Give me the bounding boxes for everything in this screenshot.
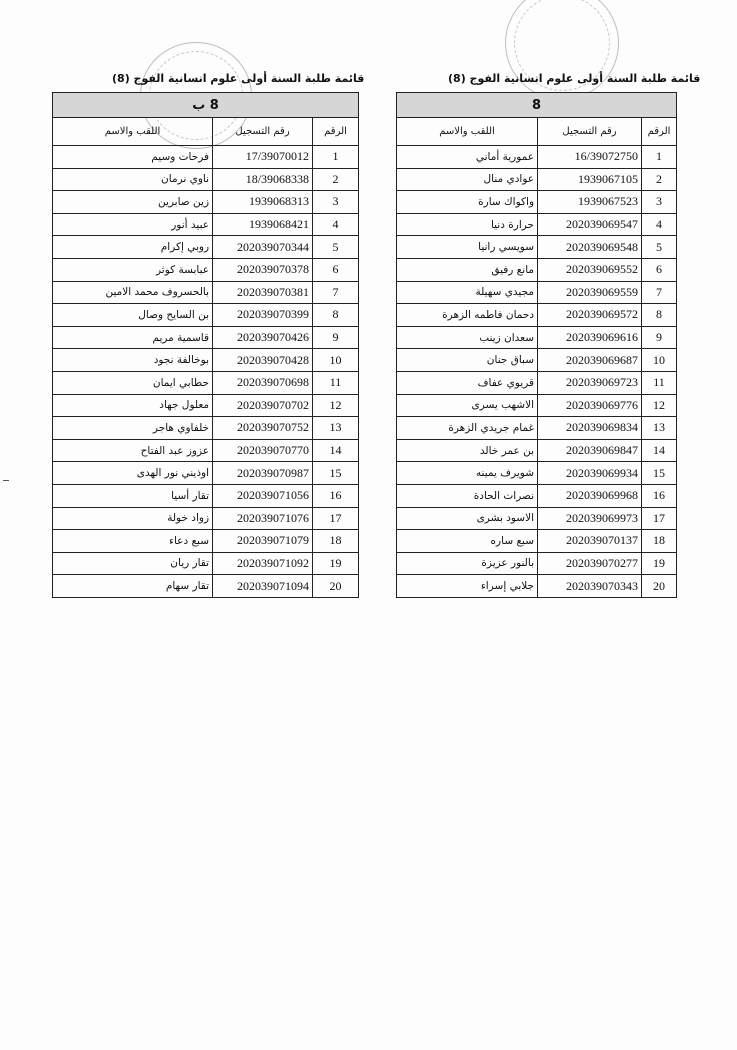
student-name: بالنور عزيزة	[397, 552, 538, 575]
registration-number: 16/39072750	[538, 146, 642, 169]
group-header-row	[53, 93, 359, 118]
column-header-row	[397, 118, 677, 146]
student-number: 11	[642, 371, 677, 394]
column-header-name: اللقب والاسم	[397, 118, 538, 146]
registration-number: 18/39068338	[213, 168, 313, 191]
group-label: 8	[397, 93, 677, 118]
student-number: 10	[313, 349, 359, 372]
student-row	[53, 326, 359, 349]
student-name: سعدان زينب	[397, 326, 538, 349]
student-name: شويرف يمينه	[397, 462, 538, 485]
student-number: 15	[313, 462, 359, 485]
registration-number: 202039070344	[213, 236, 313, 259]
student-name: الاشهب يسرى	[397, 394, 538, 417]
registration-number: 202039071092	[213, 552, 313, 575]
student-name: حرارة دنيا	[397, 213, 538, 236]
margin-mark	[3, 480, 9, 481]
student-number: 4	[642, 213, 677, 236]
student-name: عبابسة كوثر	[53, 258, 213, 281]
student-number: 10	[642, 349, 677, 372]
student-number: 16	[642, 484, 677, 507]
student-number: 14	[642, 439, 677, 462]
student-row	[53, 462, 359, 485]
student-number: 17	[313, 507, 359, 530]
registration-number: 202039069616	[538, 326, 642, 349]
registration-number: 202039071094	[213, 575, 313, 598]
registration-number: 1939068313	[213, 191, 313, 214]
registration-number: 202039069723	[538, 371, 642, 394]
student-name: غمام جريدي الزهرة	[397, 417, 538, 440]
student-row	[53, 439, 359, 462]
student-number: 8	[642, 304, 677, 327]
registration-number: 202039069548	[538, 236, 642, 259]
registration-number: 202039069847	[538, 439, 642, 462]
registration-number: 202039069547	[538, 213, 642, 236]
registration-number: 202039070381	[213, 281, 313, 304]
student-number: 18	[313, 530, 359, 553]
student-number: 1	[313, 146, 359, 169]
student-name: معلول جهاد	[53, 394, 213, 417]
student-number: 13	[642, 417, 677, 440]
student-row	[397, 191, 677, 214]
student-row	[53, 213, 359, 236]
student-number: 13	[313, 417, 359, 440]
student-roster-table-group-8b	[52, 92, 359, 598]
student-row	[397, 371, 677, 394]
student-number: 19	[642, 552, 677, 575]
student-row	[397, 462, 677, 485]
official-stamp	[505, 0, 619, 100]
student-number: 5	[313, 236, 359, 259]
student-row	[53, 530, 359, 553]
student-row	[53, 394, 359, 417]
registration-number: 1939068421	[213, 213, 313, 236]
registration-number: 202039069834	[538, 417, 642, 440]
student-name: حطابي ايمان	[53, 371, 213, 394]
student-number: 19	[313, 552, 359, 575]
student-name: عمورية أماني	[397, 146, 538, 169]
student-number: 6	[313, 258, 359, 281]
student-row	[53, 575, 359, 598]
registration-number: 202039070399	[213, 304, 313, 327]
student-number: 5	[642, 236, 677, 259]
student-name: عوادي منال	[397, 168, 538, 191]
registration-number: 202039071076	[213, 507, 313, 530]
student-number: 12	[642, 394, 677, 417]
student-number: 4	[313, 213, 359, 236]
student-number: 12	[313, 394, 359, 417]
student-name: جلابي إسراء	[397, 575, 538, 598]
student-name: قاسمية مريم	[53, 326, 213, 349]
student-row	[397, 258, 677, 281]
student-row	[53, 552, 359, 575]
student-name: سبع ساره	[397, 530, 538, 553]
registration-number: 202039070343	[538, 575, 642, 598]
student-number: 20	[313, 575, 359, 598]
registration-number: 17/39070012	[213, 146, 313, 169]
registration-number: 202039070698	[213, 371, 313, 394]
student-name: بوخالفة نجود	[53, 349, 213, 372]
student-name: تقار أسيا	[53, 484, 213, 507]
student-row	[397, 484, 677, 507]
student-number: 3	[642, 191, 677, 214]
student-name: دحمان فاطمه الزهرة	[397, 304, 538, 327]
column-header-name: اللقب والاسم	[53, 118, 213, 146]
student-row	[53, 349, 359, 372]
student-row	[397, 575, 677, 598]
student-name: بن عمر خالد	[397, 439, 538, 462]
student-row	[53, 258, 359, 281]
student-roster-table-group-8	[396, 92, 677, 598]
registration-number: 202039070770	[213, 439, 313, 462]
student-row	[397, 213, 677, 236]
student-name: تقار سهام	[53, 575, 213, 598]
student-row	[397, 349, 677, 372]
student-row	[397, 507, 677, 530]
student-row	[397, 168, 677, 191]
student-row	[53, 507, 359, 530]
registration-number: 202039070428	[213, 349, 313, 372]
column-header-row	[53, 118, 359, 146]
registration-number: 202039070277	[538, 552, 642, 575]
student-number: 17	[642, 507, 677, 530]
student-row	[53, 371, 359, 394]
student-name: واكواك سارة	[397, 191, 538, 214]
student-row	[397, 146, 677, 169]
column-header-registration: رقم التسجيل	[213, 118, 313, 146]
student-row	[53, 191, 359, 214]
student-row	[53, 281, 359, 304]
student-name: بن السايح وصال	[53, 304, 213, 327]
registration-number: 1939067105	[538, 168, 642, 191]
registration-number: 202039069559	[538, 281, 642, 304]
registration-number: 202039070752	[213, 417, 313, 440]
group-header-row	[397, 93, 677, 118]
student-name: عبيد أنور	[53, 213, 213, 236]
student-name: مانع رفيق	[397, 258, 538, 281]
student-name: فرحات وسيم	[53, 146, 213, 169]
registration-number: 202039069934	[538, 462, 642, 485]
student-name: بالحسروف محمد الامين	[53, 281, 213, 304]
student-row	[397, 326, 677, 349]
list-title-group-8b: قائمة طلبة السنة أولى علوم انسانية الفوج (8)	[112, 72, 365, 85]
registration-number: 1939067523	[538, 191, 642, 214]
registration-number: 202039069687	[538, 349, 642, 372]
registration-number: 202039070378	[213, 258, 313, 281]
student-name: سويسي رانيا	[397, 236, 538, 259]
student-number: 7	[313, 281, 359, 304]
column-header-registration: رقم التسجيل	[538, 118, 642, 146]
student-number: 2	[313, 168, 359, 191]
column-header-number: الرقم	[313, 118, 359, 146]
list-title-group-8: قائمة طلبة السنة أولى علوم انسانية الفوج (8)	[448, 72, 701, 85]
student-number: 7	[642, 281, 677, 304]
student-number: 11	[313, 371, 359, 394]
registration-number: 202039070987	[213, 462, 313, 485]
student-name: عزوز عبد الفتاح	[53, 439, 213, 462]
student-name: الاسود بشرى	[397, 507, 538, 530]
registration-number: 202039069776	[538, 394, 642, 417]
registration-number: 202039071079	[213, 530, 313, 553]
student-number: 2	[642, 168, 677, 191]
registration-number: 202039069973	[538, 507, 642, 530]
registration-number: 202039069552	[538, 258, 642, 281]
registration-number: 202039070426	[213, 326, 313, 349]
student-row	[53, 146, 359, 169]
student-number: 6	[642, 258, 677, 281]
student-name: اوذيني نور الهدى	[53, 462, 213, 485]
student-number: 3	[313, 191, 359, 214]
student-name: ناوي نرمان	[53, 168, 213, 191]
student-row	[397, 394, 677, 417]
student-row	[53, 484, 359, 507]
student-name: قريوي عفاف	[397, 371, 538, 394]
student-row	[397, 304, 677, 327]
student-row	[53, 304, 359, 327]
student-name: نصرات الحادة	[397, 484, 538, 507]
student-name: زواد خولة	[53, 507, 213, 530]
student-name: زين صابرين	[53, 191, 213, 214]
student-row	[53, 168, 359, 191]
student-row	[397, 530, 677, 553]
registration-number: 202039070702	[213, 394, 313, 417]
student-number: 18	[642, 530, 677, 553]
student-row	[53, 236, 359, 259]
registration-number: 202039069572	[538, 304, 642, 327]
student-row	[397, 417, 677, 440]
student-number: 1	[642, 146, 677, 169]
student-name: سبع دعاء	[53, 530, 213, 553]
student-row	[53, 417, 359, 440]
student-row	[397, 236, 677, 259]
registration-number: 202039071056	[213, 484, 313, 507]
student-name: خلفاوي هاجر	[53, 417, 213, 440]
column-header-number: الرقم	[642, 118, 677, 146]
student-name: سباق جنان	[397, 349, 538, 372]
group-label: 8 ب	[53, 93, 359, 118]
student-number: 15	[642, 462, 677, 485]
registration-number: 202039069968	[538, 484, 642, 507]
student-row	[397, 552, 677, 575]
student-number: 9	[642, 326, 677, 349]
student-name: روبي إكرام	[53, 236, 213, 259]
student-number: 9	[313, 326, 359, 349]
student-name: مجيدي سهيلة	[397, 281, 538, 304]
student-number: 8	[313, 304, 359, 327]
registration-number: 202039070137	[538, 530, 642, 553]
student-row	[397, 439, 677, 462]
student-number: 14	[313, 439, 359, 462]
student-number: 16	[313, 484, 359, 507]
student-name: تقار ريان	[53, 552, 213, 575]
student-row	[397, 281, 677, 304]
student-number: 20	[642, 575, 677, 598]
